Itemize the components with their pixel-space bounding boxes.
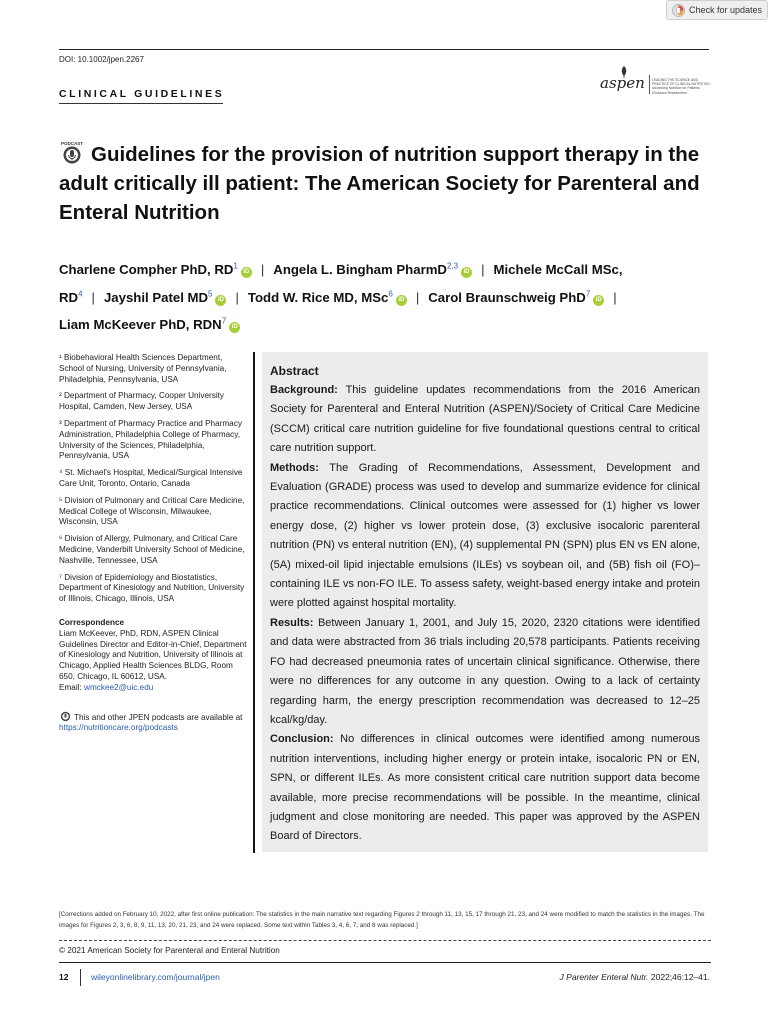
affiliation: ⁴ St. Michael's Hospital, Medical/Surgical Intensive Care Unit, Toronto, Ontario, Canada xyxy=(59,468,243,488)
affiliation: ¹ Biobehavioral Health Sciences Department, School of Nursing, University of Pennsylvania, Philadelphia, Pennsylvania, USA xyxy=(59,353,227,384)
email-link[interactable]: wmckee2@uic.edu xyxy=(84,682,154,692)
correspondence-heading: Correspondence xyxy=(59,617,125,627)
abstract-conclusion: Conclusion: No differences in clinical outcomes were identified among numerous nutrition interventions, including higher energy or protein intake, isocaloric PN or EN, SPN, or different ILEs. As more consistent critical care nutrition support data become available, more precise recommendations will be possible. In the meantime, clinical judgment and close monitoring are needed. This paper was approved by the ASPEN Board of Directors. xyxy=(270,733,701,843)
orcid-icon[interactable]: iD xyxy=(241,267,252,278)
author[interactable]: Michele McCall MSc, $RD^4$ xyxy=(59,262,623,305)
orcid-icon[interactable]: iD xyxy=(593,295,604,306)
abstract-results: Results: Between January 1, 2001, and July 15, 2020, 2320 citations were identified and data were abstracted from 36 trials including 20,578 participants. Patients receiving FO had decreased pneumonia rates of uncertain clinical significance. Otherwise, there were no differences for any outcome in any question. Owing to a lack of certainty regarding harm, the energy prescription recommendation was decreased to 12–25 kcal/kg/day. xyxy=(270,616,700,726)
affiliations-column xyxy=(59,353,247,734)
podcast-small-icon xyxy=(59,709,72,722)
podcast-note: This and other JPEN podcasts are available at https://nutritioncare.org/podcasts xyxy=(59,709,247,735)
footer-rule xyxy=(59,962,711,963)
podcast-link[interactable]: https://nutritioncare.org/podcasts xyxy=(59,723,178,733)
check-updates-icon xyxy=(672,4,685,17)
affiliation: ⁷ Division of Epidemiology and Biostatistics, Department of Kinesiology and Nutrition, University of Illinois, Chicago, Illinois, USA xyxy=(59,572,245,604)
correspondence-email: Email: wmckee2@uic.edu xyxy=(59,682,154,692)
orcid-icon[interactable]: iD xyxy=(461,267,472,278)
abstract-box xyxy=(262,352,708,852)
title-block xyxy=(59,139,709,227)
orcid-icon[interactable]: iD xyxy=(229,322,240,333)
check-for-updates-button[interactable] xyxy=(666,0,768,20)
aspen-wordmark: aspen xyxy=(600,74,645,92)
aspen-separator xyxy=(649,75,650,94)
podcast-badge-text: PODCAST xyxy=(60,141,84,146)
affiliation: ⁶ Division of Allergy, Pulmonary, and Critical Care Medicine, Vanderbilt University School of Medicine, Nashville, Tennessee, USA xyxy=(59,534,245,565)
author[interactable]: Liam McKeever PhD, RDN$^7$iD xyxy=(59,317,240,332)
abstract-heading: Abstract xyxy=(270,364,319,378)
author[interactable]: Todd W. Rice MD, MSc$^6$iD xyxy=(248,290,407,305)
check-updates-label: Check for updates xyxy=(689,5,763,15)
dashed-rule xyxy=(59,940,711,941)
abstract-methods: Methods: The Grading of Recommendations, Assessment, Development and Evaluation (GRADE) process was used to develop and summarize evidence for clinical practice recommendations. Clinical outcomes were assessed for (1) higher vs lower energy dose, (2) higher vs lower protein dose, (3) exclusive isocaloric parenteral nutrition (PN) vs enteral nutrition (EN), (4) supplemental PN (SPN) plus EN vs EN alone, (5A) mixed-oil lipid injectable emulsions (ILEs) vs soybean oil, and (5B) fish oil (FO)–containing ILE vs non-FO ILE. To assess safety, weight-based energy intake and protein were plotted against hospital mortality. xyxy=(270,461,700,610)
affiliation: ⁵ Division of Pulmonary and Critical Care Medicine, Medical College of Wisconsin, Milwaukee, Wisconsin, USA xyxy=(59,495,245,527)
section-rule xyxy=(59,103,223,104)
author[interactable]: Jayshil Patel $MD^5iD$ xyxy=(104,290,227,305)
abstract-bar xyxy=(253,352,255,853)
aspen-logo xyxy=(600,66,710,98)
journal-citation: J Parenter Enteral Nutr. 2022;46:12–41. xyxy=(559,972,710,982)
copyright: © 2021 American Society for Parenteral and Enteral Nutrition xyxy=(59,946,280,955)
orcid-icon[interactable]: iD xyxy=(215,295,226,306)
author[interactable]: Carol Braunschweig PhD$^7$iD xyxy=(428,290,604,305)
orcid-icon[interactable]: iD xyxy=(396,295,407,306)
top-rule xyxy=(59,49,709,50)
corrections-note: [Corrections added on February 10, 2022, after first online publication: The statistics in the main narrative text regarding Figures 2 through 11, 13, 15, 17 through 21, 23, and 24 were modified to match the statistics in the images. The images for Figures 2, 3, 6, 8, 9, 11, 13, 20, 21, 23, and 24 were replaced. Some text within Tables 3, 4, 6, 7, and 8 was replaced.] xyxy=(59,911,705,929)
aspen-tagline: LEADING THE SCIENCE AND PRACTICE OF CLINICAL NUTRITION Advancing Nutrition for Patients Clinicians Researchers xyxy=(652,78,710,95)
affiliation: ³ Department of Pharmacy Practice and Pharmacy Administration, Philadelphia College of Pharmacy, University of the Sciences, Philadelphia, Pennsylvania, USA xyxy=(59,418,242,461)
footer-separator xyxy=(80,969,81,986)
abstract-background: Background: This guideline updates recommendations from the 2016 American Society for Parenteral and Enteral Nutrition (ASPEN)/Society of Critical Care Medicine (SCCM) critical care nutrition guideline for five foundational questions central to critical care nutrition support. xyxy=(270,384,700,455)
podcast-icon[interactable] xyxy=(59,139,85,165)
author[interactable]: Charlene Compher PhD, $RD^1iD$ xyxy=(59,262,252,277)
article-title-text: Guidelines for the provision of nutrition support therapy in the adult critically ill patient: The American Society for Parenteral and Enteral Nutrition xyxy=(59,143,700,224)
journal-url-link[interactable]: wileyonlinelibrary.com/journal/jpen xyxy=(91,972,220,982)
page-number: 12 xyxy=(59,972,69,982)
affiliation: ² Department of Pharmacy, Cooper University Hospital, Camden, New Jersey, USA xyxy=(59,391,225,412)
author-list: Charlene Compher PhD, $RD^1iD$ | Angela L. Bingham PharmD$^{2,3}$iD | Michele McCall MSc, $RD^4$ | Jayshil Patel $MD^5iD$ | Todd W. Rice MD, MSc$^6$iD | Carol Braunschweig PhD$^7$iD | Liam McKeever PhD, RDN$^7$iD xyxy=(59,262,623,333)
section-label: CLINICAL GUIDELINES xyxy=(59,88,225,100)
author[interactable]: Angela L. Bingham PharmD$^{2,3}$iD xyxy=(273,262,472,277)
correspondence-body: Liam McKeever, PhD, RDN, ASPEN Clinical Guidelines Director and Editor-in-Chief, Department of Kinesiology and Nutrition, University of Illinois at Chicago, Applied Health Sciences BLDG, Room 650, Chicago, IL 60612, USA. xyxy=(59,628,247,681)
doi[interactable]: DOI: 10.1002/jpen.2267 xyxy=(59,55,144,64)
article-title xyxy=(59,139,709,227)
